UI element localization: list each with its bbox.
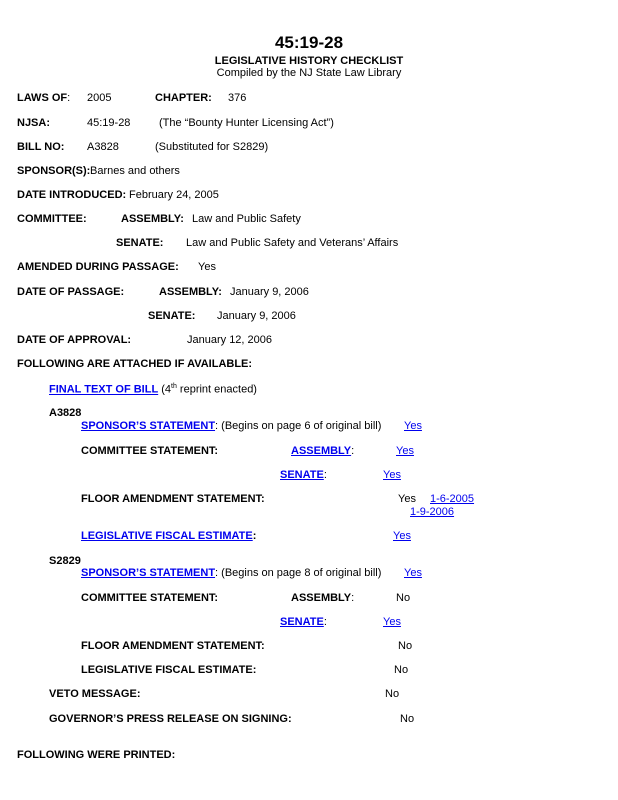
laws-of-value: 2005 xyxy=(87,92,112,104)
s2829-sponsor-yes-link[interactable]: Yes xyxy=(404,567,422,579)
passage-assembly-label: ASSEMBLY: xyxy=(159,286,222,298)
a3828-sponsor-row xyxy=(81,420,381,433)
sponsors-value: Barnes and others xyxy=(90,165,180,177)
laws-of-label-wrap xyxy=(17,92,70,105)
a3828-fiscal-link[interactable]: LEGISLATIVE FISCAL ESTIMATE xyxy=(81,530,253,542)
chapter-value: 376 xyxy=(228,92,247,104)
checklist-subtitle: LEGISLATIVE HISTORY CHECKLIST xyxy=(214,55,404,67)
committee-senate-label: SENATE: xyxy=(116,237,164,249)
s2829-senate-colon: : xyxy=(323,616,327,628)
bill-no-label: BILL NO: xyxy=(17,141,65,153)
a3828-assembly-colon: : xyxy=(351,445,355,457)
sponsors-label: SPONSOR(S): xyxy=(17,165,91,177)
a3828-floor-label: FLOOR AMENDMENT STATEMENT: xyxy=(81,493,265,505)
s2829-senate-yes-link[interactable]: Yes xyxy=(383,616,401,628)
amended-value: Yes xyxy=(198,261,216,273)
s2829-assembly-value: No xyxy=(396,592,411,604)
laws-of-colon: : xyxy=(67,92,71,104)
laws-of-label: LAWS OF xyxy=(17,92,68,104)
amended-label: AMENDED DURING PASSAGE: xyxy=(17,261,179,273)
a3828-sponsor-yes-link[interactable]: Yes xyxy=(404,420,422,432)
veto-label: VETO MESSAGE: xyxy=(49,688,141,700)
njsa-note: (The “Bounty Hunter Licensing Act”) xyxy=(159,117,334,129)
njsa-label: NJSA: xyxy=(17,117,51,129)
a3828-committee-label: COMMITTEE STATEMENT: xyxy=(81,445,219,457)
s2829-sponsor-link[interactable]: SPONSOR’S STATEMENT xyxy=(81,567,216,579)
s2829-floor-label: FLOOR AMENDMENT STATEMENT: xyxy=(81,640,265,652)
a3828-floor-value: Yes xyxy=(398,493,416,505)
a3828-fiscal-colon: : xyxy=(252,530,257,542)
bill-no-note: (Substituted for S2829) xyxy=(155,141,269,153)
committee-label: COMMITTEE: xyxy=(17,213,87,225)
attached-heading: FOLLOWING ARE ATTACHED IF AVAILABLE: xyxy=(17,358,253,370)
s2829-senate-row xyxy=(280,616,327,629)
passage-senate-value: January 9, 2006 xyxy=(217,310,296,322)
s2829-assembly-colon: : xyxy=(351,592,355,604)
a3828-senate-yes-link[interactable]: Yes xyxy=(383,469,401,481)
bill-no-value: A3828 xyxy=(87,141,119,153)
final-text-post: reprint enacted) xyxy=(176,383,257,396)
njsa-value: 45:19-28 xyxy=(87,117,131,129)
a3828-floor-link-2[interactable]: 1-9-2006 xyxy=(410,506,455,518)
s2829-assembly-row xyxy=(291,592,354,605)
a3828-senate-row xyxy=(280,469,327,482)
a3828-senate-link[interactable]: SENATE xyxy=(280,469,324,481)
final-text-link[interactable]: FINAL TEXT OF BILL xyxy=(49,383,159,396)
passage-senate-label: SENATE: xyxy=(148,310,196,322)
date-introduced-label: DATE INTRODUCED: xyxy=(17,189,127,201)
governor-value: No xyxy=(400,713,415,725)
s2829-committee-label: COMMITTEE STATEMENT: xyxy=(81,592,219,604)
s2829-assembly-label: ASSEMBLY xyxy=(291,592,352,604)
final-text-row xyxy=(49,383,257,397)
governor-label: GOVERNOR’S PRESS RELEASE ON SIGNING: xyxy=(49,713,292,725)
a3828-label: A3828 xyxy=(49,407,82,419)
s2829-fiscal-value: No xyxy=(394,664,409,676)
a3828-fiscal-row xyxy=(81,530,256,543)
s2829-sponsor-note: : (Begins on page 8 of original bill) xyxy=(215,567,382,579)
date-introduced-value: February 24, 2005 xyxy=(129,189,219,201)
committee-senate-value: Law and Public Safety and Veterans’ Affairs xyxy=(186,237,399,249)
committee-assembly-value: Law and Public Safety xyxy=(192,213,301,225)
a3828-senate-colon: : xyxy=(323,469,327,481)
s2829-floor-value: No xyxy=(398,640,413,652)
passage-label: DATE OF PASSAGE: xyxy=(17,286,125,298)
a3828-assembly-link[interactable]: ASSEMBLY xyxy=(291,445,352,457)
approval-value: January 12, 2006 xyxy=(187,334,273,346)
veto-value: No xyxy=(385,688,400,700)
passage-assembly-value: January 9, 2006 xyxy=(230,286,309,298)
a3828-floor-link-1[interactable]: 1-6-2005 xyxy=(430,493,475,505)
chapter-label: CHAPTER: xyxy=(155,92,212,104)
s2829-senate-link[interactable]: SENATE xyxy=(280,616,324,628)
a3828-fiscal-yes-link[interactable]: Yes xyxy=(393,530,411,542)
page-title: 45:19-28 xyxy=(274,33,344,52)
committee-assembly-label: ASSEMBLY: xyxy=(121,213,184,225)
a3828-assembly-yes-link[interactable]: Yes xyxy=(396,445,414,457)
printed-heading: FOLLOWING WERE PRINTED: xyxy=(17,749,176,761)
s2829-label: S2829 xyxy=(49,555,81,567)
final-text-sup: th xyxy=(171,383,177,390)
a3828-sponsor-note: : (Begins on page 6 of original bill) xyxy=(215,420,382,432)
s2829-fiscal-label: LEGISLATIVE FISCAL ESTIMATE: xyxy=(81,664,257,676)
s2829-sponsor-row xyxy=(81,567,381,580)
approval-label: DATE OF APPROVAL: xyxy=(17,334,132,346)
compiled-by: Compiled by the NJ State Law Library xyxy=(216,67,402,79)
a3828-sponsor-link[interactable]: SPONSOR’S STATEMENT xyxy=(81,420,216,432)
final-text-pre: (4 xyxy=(158,383,172,396)
a3828-assembly-row xyxy=(291,445,354,458)
